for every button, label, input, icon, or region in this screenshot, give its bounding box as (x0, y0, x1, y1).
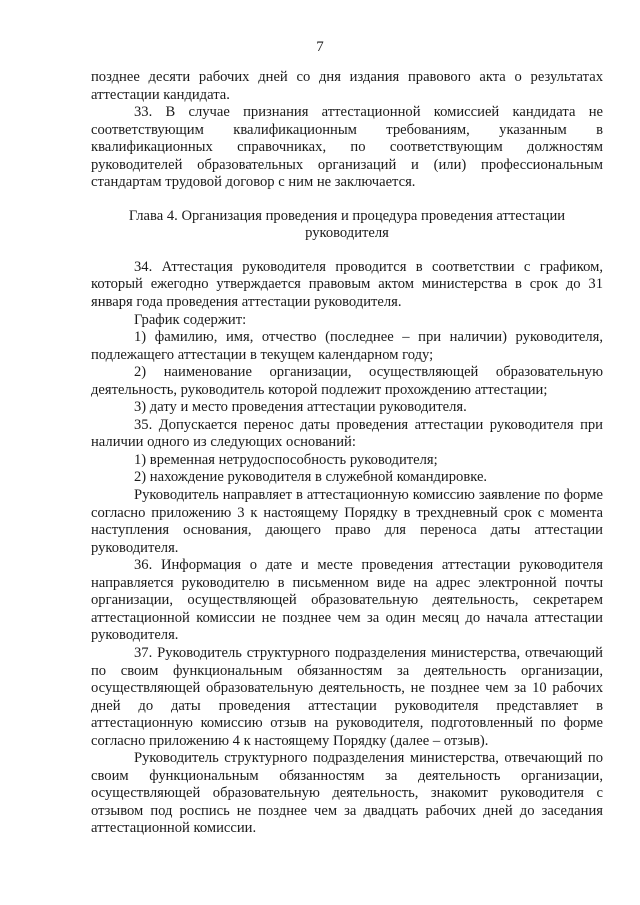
paragraph-36: 36. Информация о дате и месте проведения аттестации руководителя направляется руководителю в письменном виде на адрес электронной почты организации, осуществляющей образовательную деятельность, секретарем аттестационной комиссии не позднее чем за один месяц до начала аттестации руководителя. (91, 557, 603, 644)
postpone-reason-2: 2) нахождение руководителя в служебной командировке. (134, 469, 488, 486)
postpone-reason-1: 1) временная нетрудоспособность руководителя; (134, 451, 438, 468)
document-body (91, 69, 603, 838)
paragraph-34: 34. Аттестация руководителя проводится в соответствии с графиком, который ежегодно утверждается правовым актом министерства в срок до 31 января года проведения аттестации руководителя. (91, 258, 603, 311)
schedule-item-2: 2) наименование организации, осуществляющей образовательную деятельность, руководитель которой подлежит прохождению аттестации; (91, 364, 603, 398)
chapter-heading: Глава 4. Организация проведения и процедура проведения аттестации руководителя (128, 207, 566, 242)
paragraph-35: 35. Допускается перенос даты проведения аттестации руководителя при наличии одного из следующих оснований: (91, 416, 603, 451)
paragraph-37: 37. Руководитель структурного подразделения министерства, отвечающий по своим функциональным обязанностям за деятельность организации, осуществляющей образовательную деятельность, не позднее чем за 10 рабочих дней до даты проведения аттестации руководителя представляет в аттестационную комиссию отзыв на руководителя, подготовленный по форме согласно приложению 4 к настоящему Порядку (далее – отзыв). (91, 644, 603, 749)
paragraph-33: 33. В случае признания аттестационной комиссией кандидата не соответствующим квалификационным требованиям, указанным в квалификационных справочниках, по соответствующим должностям руководителей образовательных организаций и (или) профессиональным стандартам трудовой договор с ним не заключается. (91, 104, 603, 191)
schedule-item-1: 1) фамилию, имя, отчество (последнее – при наличии) руководителя, подлежащего аттестации в текущем календарном году; (91, 329, 603, 363)
schedule-item-3: 3) дату и место проведения аттестации руководителя. (134, 399, 467, 416)
paragraph-37-review: Руководитель структурного подразделения министерства, отвечающий по своим функциональным обязанностям за деятельность организации, осуществляющей образовательную деятельность, знакомит руководителя с отзывом под роспись не позднее чем за двадцать рабочих дней до заседания аттестационной комиссии. (91, 750, 603, 837)
postpone-application: Руководитель направляет в аттестационную комиссию заявление по форме согласно приложению 3 к настоящему Порядку в трехдневный срок с момента наступления основания, дающего право для переноса даты аттестации руководителя. (91, 487, 603, 556)
paragraph-32-continuation: позднее десяти рабочих дней со дня издания правового акта о результатах аттестации кандидата. (91, 69, 603, 103)
page-number: 7 (316, 39, 324, 55)
schedule-intro: График содержит: (134, 311, 247, 328)
